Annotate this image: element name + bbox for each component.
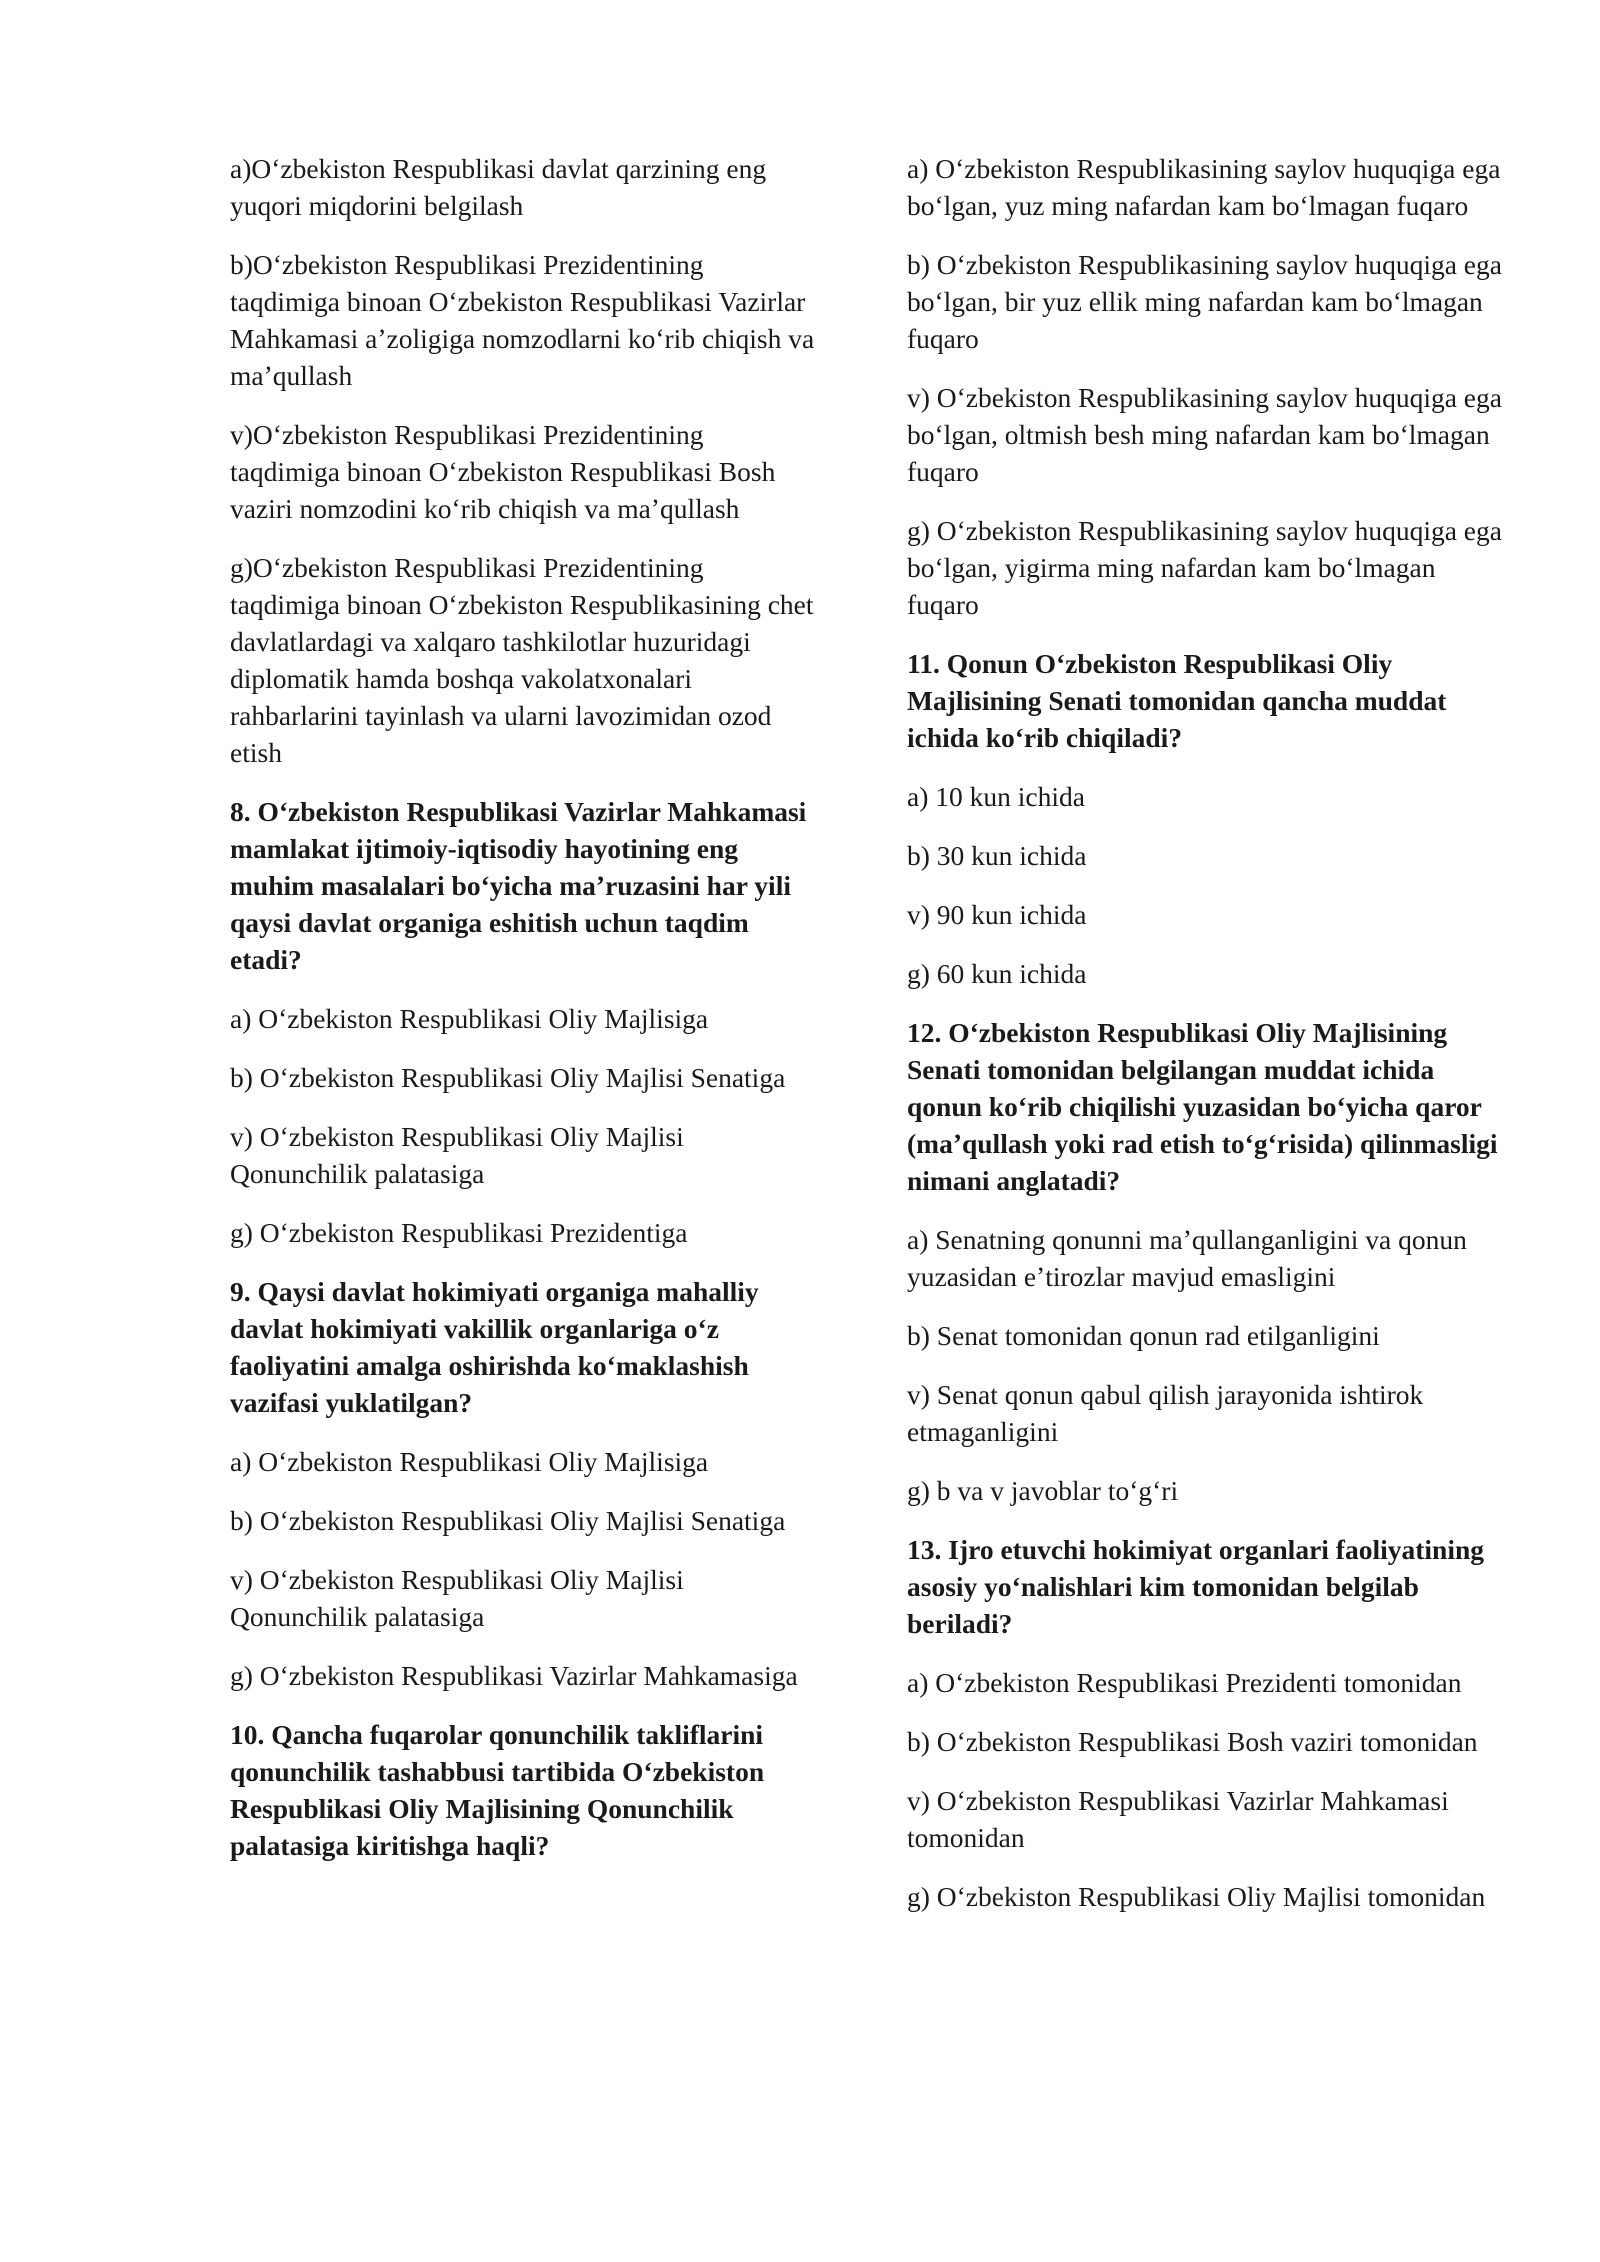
answer-option: a) Oʻzbekiston Respublikasining saylov huquqiga ega boʻlgan, yuz ming nafardan kam boʻlmagan fuqaro [907,153,1501,221]
answer-option: g) 60 kun ichida [907,958,1087,989]
answer-option: v) Oʻzbekiston Respublikasi Oliy Majlisi Qonunchilik palatasiga [230,1121,684,1189]
question-heading: 10. Qancha fuqarolar qonunchilik takliflarini qonunchilik tashabbusi tartibida Oʻzbekiston Respublikasi Oliy Majlisining Qonunchilik palatasiga kiritishga haqli? [230,1719,765,1861]
answer-option: b) 30 kun ichida [907,840,1087,871]
answer-option: a) 10 kun ichida [907,781,1085,812]
answer-option: g)Oʻzbekiston Respublikasi Prezidentining taqdimiga binoan Oʻzbekiston Respublikasining chet davlatlardagi va xalqaro tashkilotlar huzuridagi diplomatik hamda boshqa vakolatxonalari rahbarlarini tayinlash va ularni lavozimidan ozod etish [230,552,814,768]
answer-option: a)Oʻzbekiston Respublikasi davlat qarzining eng yuqori miqdorini belgilash [230,153,767,221]
answer-option: b)Oʻzbekiston Respublikasi Prezidentining taqdimiga binoan Oʻzbekiston Respublikasi Vazirlar Mahkamasi aʼzoligiga nomzodlarni koʻrib chiqish va maʼqullash [230,249,815,391]
question-heading: 9. Qaysi davlat hokimiyati organiga mahalliy davlat hokimiyati vakillik organlariga oʻz faoliyatini amalga oshirishda koʻmaklashish vazifasi yuklatilgan? [230,1276,759,1418]
answer-option: g) Oʻzbekiston Respublikasining saylov huquqiga ega boʻlgan, yigirma ming nafardan kam boʻlmagan fuqaro [907,515,1502,620]
answer-option: v) Oʻzbekiston Respublikasining saylov huquqiga ega boʻlgan, oltmish besh ming nafardan kam boʻlmagan fuqaro [907,382,1502,487]
answer-option: b) Senat tomonidan qonun rad etilganligini [907,1320,1380,1351]
answer-option: g) Oʻzbekiston Respublikasi Vazirlar Mahkamasiga [230,1660,798,1691]
answer-option: g) Oʻzbekiston Respublikasi Oliy Majlisi tomonidan [907,1881,1486,1912]
answer-option: a) Oʻzbekiston Respublikasi Oliy Majlisiga [230,1446,709,1477]
answer-option: v) Senat qonun qabul qilish jarayonida ishtirok etmaganligini [907,1379,1424,1447]
question-heading: 13. Ijro etuvchi hokimiyat organlari faoliyatining asosiy yoʻnalishlari kim tomonidan belgilab beriladi? [907,1534,1485,1639]
left-column [230,150,820,1886]
right-column [907,150,1507,1937]
answer-option: a) Oʻzbekiston Respublikasi Oliy Majlisiga [230,1003,709,1034]
answer-option: v) 90 kun ichida [907,899,1087,930]
answer-option: g) Oʻzbekiston Respublikasi Prezidentiga [230,1217,688,1248]
question-heading: 8. Oʻzbekiston Respublikasi Vazirlar Mahkamasi mamlakat ijtimoiy-iqtisodiy hayotining eng muhim masalalari boʻyicha maʼruzasini har yili qaysi davlat organiga eshitish uchun taqdim etadi? [230,796,807,975]
answer-option: v) Oʻzbekiston Respublikasi Oliy Majlisi Qonunchilik palatasiga [230,1564,684,1632]
answer-option: b) Oʻzbekiston Respublikasining saylov huquqiga ega boʻlgan, bir yuz ellik ming nafardan kam boʻlmagan fuqaro [907,249,1502,354]
answer-option: v) Oʻzbekiston Respublikasi Vazirlar Mahkamasi tomonidan [907,1785,1449,1853]
answer-option: b) Oʻzbekiston Respublikasi Oliy Majlisi Senatiga [230,1062,786,1093]
answer-option: v)Oʻzbekiston Respublikasi Prezidentining taqdimiga binoan Oʻzbekiston Respublikasi Bosh vaziri nomzodini koʻrib chiqish va maʼqullash [230,419,776,524]
question-heading: 11. Qonun Oʻzbekiston Respublikasi Oliy Majlisining Senati tomonidan qancha muddat ichida koʻrib chiqiladi? [907,648,1447,753]
answer-option: g) b va v javoblar toʻgʻri [907,1475,1179,1506]
answer-option: a) Oʻzbekiston Respublikasi Prezidenti tomonidan [907,1667,1462,1698]
answer-option: b) Oʻzbekiston Respublikasi Bosh vaziri tomonidan [907,1726,1478,1757]
answer-option: a) Senatning qonunni maʼqullanganligini va qonun yuzasidan eʼtirozlar mavjud emasligini [907,1224,1467,1292]
question-heading: 12. Oʻzbekiston Respublikasi Oliy Majlisining Senati tomonidan belgilangan muddat ichida qonun koʻrib chiqilishi yuzasidan boʻyicha qaror (maʼqullash yoki rad etish toʻgʻrisida) qilinmasligi nimani anglatadi? [907,1017,1498,1196]
answer-option: b) Oʻzbekiston Respublikasi Oliy Majlisi Senatiga [230,1505,786,1536]
